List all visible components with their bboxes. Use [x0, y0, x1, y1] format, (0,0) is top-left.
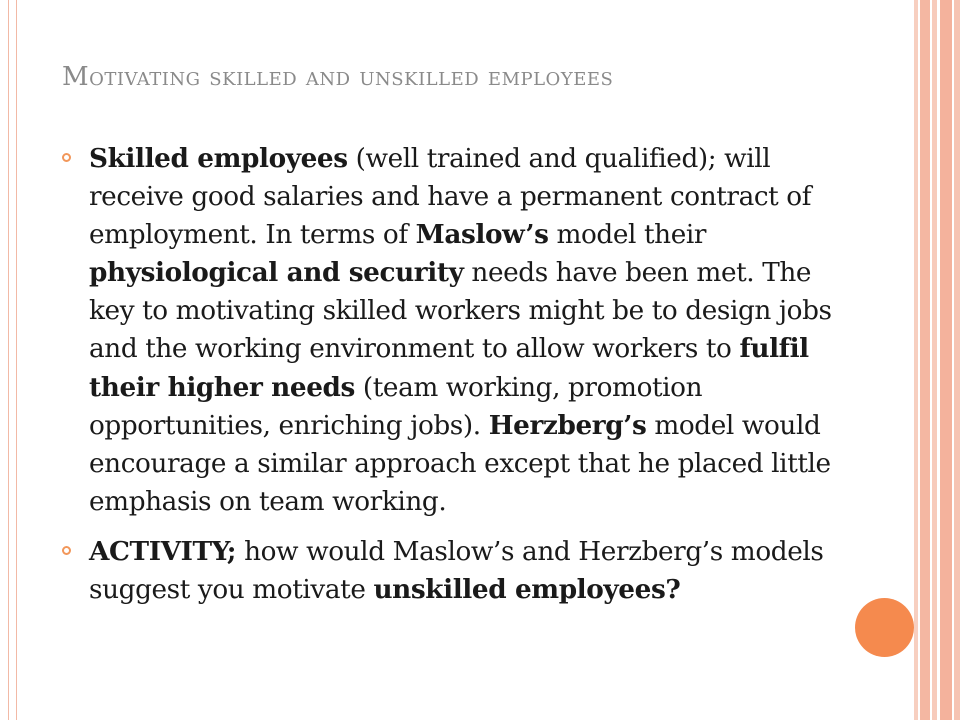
stripe: [932, 0, 937, 720]
text-segment: how would Maslow’s and Herzberg’s models suggest you motivate: [89, 536, 824, 606]
bullet-text: [89, 533, 842, 609]
left-decorative-border: [8, 0, 17, 720]
bullet-text: [89, 140, 842, 521]
text-segment: model would encourage a similar approach except that he placed little emphasis on team working.: [89, 410, 831, 517]
text-segment: (team working, promotion opportunities, enriching jobs).: [89, 372, 703, 441]
stripe: [914, 0, 918, 720]
right-decorative-stripes: [914, 0, 960, 720]
text-segment: needs have been met. The key to motivating skilled workers might be to design jobs and the working environment to allow workers to: [89, 258, 832, 365]
text-segment: (well trained and qualified); will receive good salaries and have a permanent contract of employment. In terms of: [89, 144, 812, 251]
bold-term: physiological and security: [89, 257, 464, 289]
bullet-ring-icon: [62, 153, 71, 162]
stripe: [940, 0, 952, 720]
bold-term: Herzberg’s: [488, 409, 647, 441]
bold-term: fulfil their higher needs: [89, 333, 809, 403]
bullet-list: [62, 140, 842, 609]
bullet-item: [62, 140, 842, 521]
decorative-circle: [855, 598, 914, 657]
stripe: [954, 0, 960, 720]
slide-title: Motivating skilled and unskilled employees: [62, 62, 614, 92]
bold-term: unskilled employees?: [373, 574, 681, 606]
bold-term: ACTIVITY;: [89, 535, 237, 567]
stripe: [920, 0, 930, 720]
text-segment: model their: [548, 220, 707, 251]
bold-term: Maslow’s: [415, 219, 549, 251]
bullet-ring-icon: [62, 546, 71, 555]
bold-term: Skilled employees: [89, 143, 348, 174]
bullet-item: [62, 533, 842, 609]
